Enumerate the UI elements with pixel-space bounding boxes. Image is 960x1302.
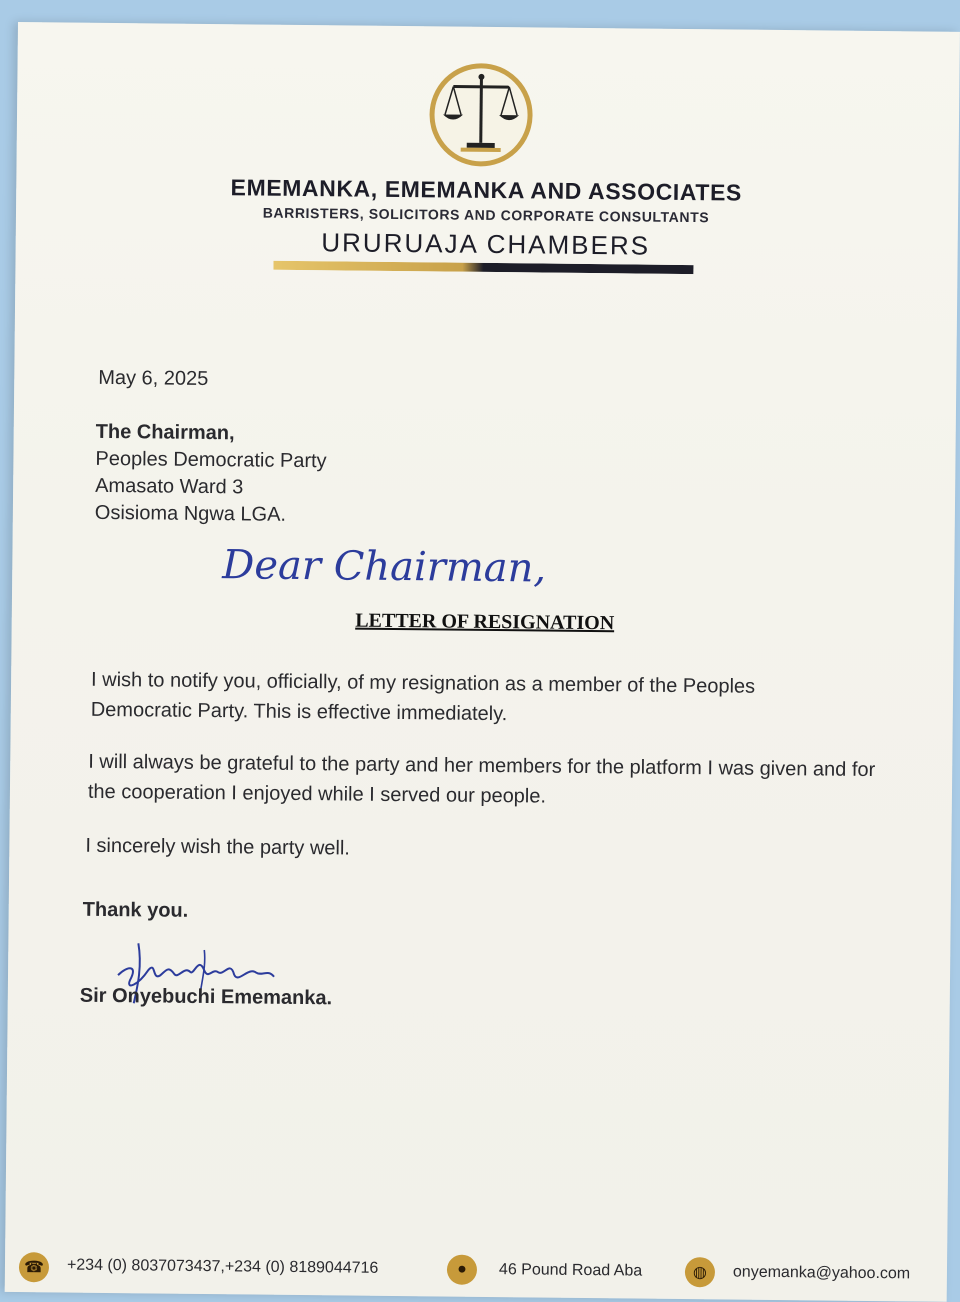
letterhead-rule xyxy=(273,261,693,274)
scales-of-justice-icon xyxy=(429,62,534,167)
signatory-name: Sir Onyebuchi Ememanka. xyxy=(79,984,333,1010)
recipient-title: The Chairman, xyxy=(95,420,235,445)
footer-phone: +234 (0) 8037073437,+234 (0) 8189044716 xyxy=(66,1256,379,1277)
letterhead-footer xyxy=(5,1250,947,1300)
recipient-line-3: Osisioma Ngwa LGA. xyxy=(94,501,287,526)
firm-tagline: BARRISTERS, SOLICITORS AND CORPORATE CONSULTANTS xyxy=(262,204,710,226)
globe-icon: ◍ xyxy=(685,1257,715,1287)
paragraph-2: I will always be grateful to the party and her members for the platform I was given and for the cooperation I enjoyed while I served our people. xyxy=(87,750,876,808)
recipient-line-2: Amasato Ward 3 xyxy=(95,474,244,499)
closing: Thank you. xyxy=(82,898,189,922)
location-pin-icon: ● xyxy=(447,1255,477,1285)
letter-sheet xyxy=(5,22,960,1302)
footer-address: 46 Pound Road Aba xyxy=(498,1261,643,1280)
paragraph-1: I wish to notify you, officially, of my resignation as a member of the Peoples Democratic Party. This is effective immediately. xyxy=(90,668,756,726)
letter-heading: LETTER OF RESIGNATION xyxy=(355,609,615,635)
footer-email: onyemanka@yahoo.com xyxy=(732,1263,911,1283)
handwritten-salutation: Dear Chairman, xyxy=(222,542,547,592)
firm-name: EMEMANKA, EMEMANKA AND ASSOCIATES xyxy=(230,174,743,206)
recipient-line-1: Peoples Democratic Party xyxy=(95,447,327,473)
chambers-name: URURUAJA CHAMBERS xyxy=(321,227,651,261)
phone-icon: ☎ xyxy=(19,1252,49,1282)
letter-date: May 6, 2025 xyxy=(98,366,209,391)
paragraph-3: I sincerely wish the party well. xyxy=(85,834,351,860)
